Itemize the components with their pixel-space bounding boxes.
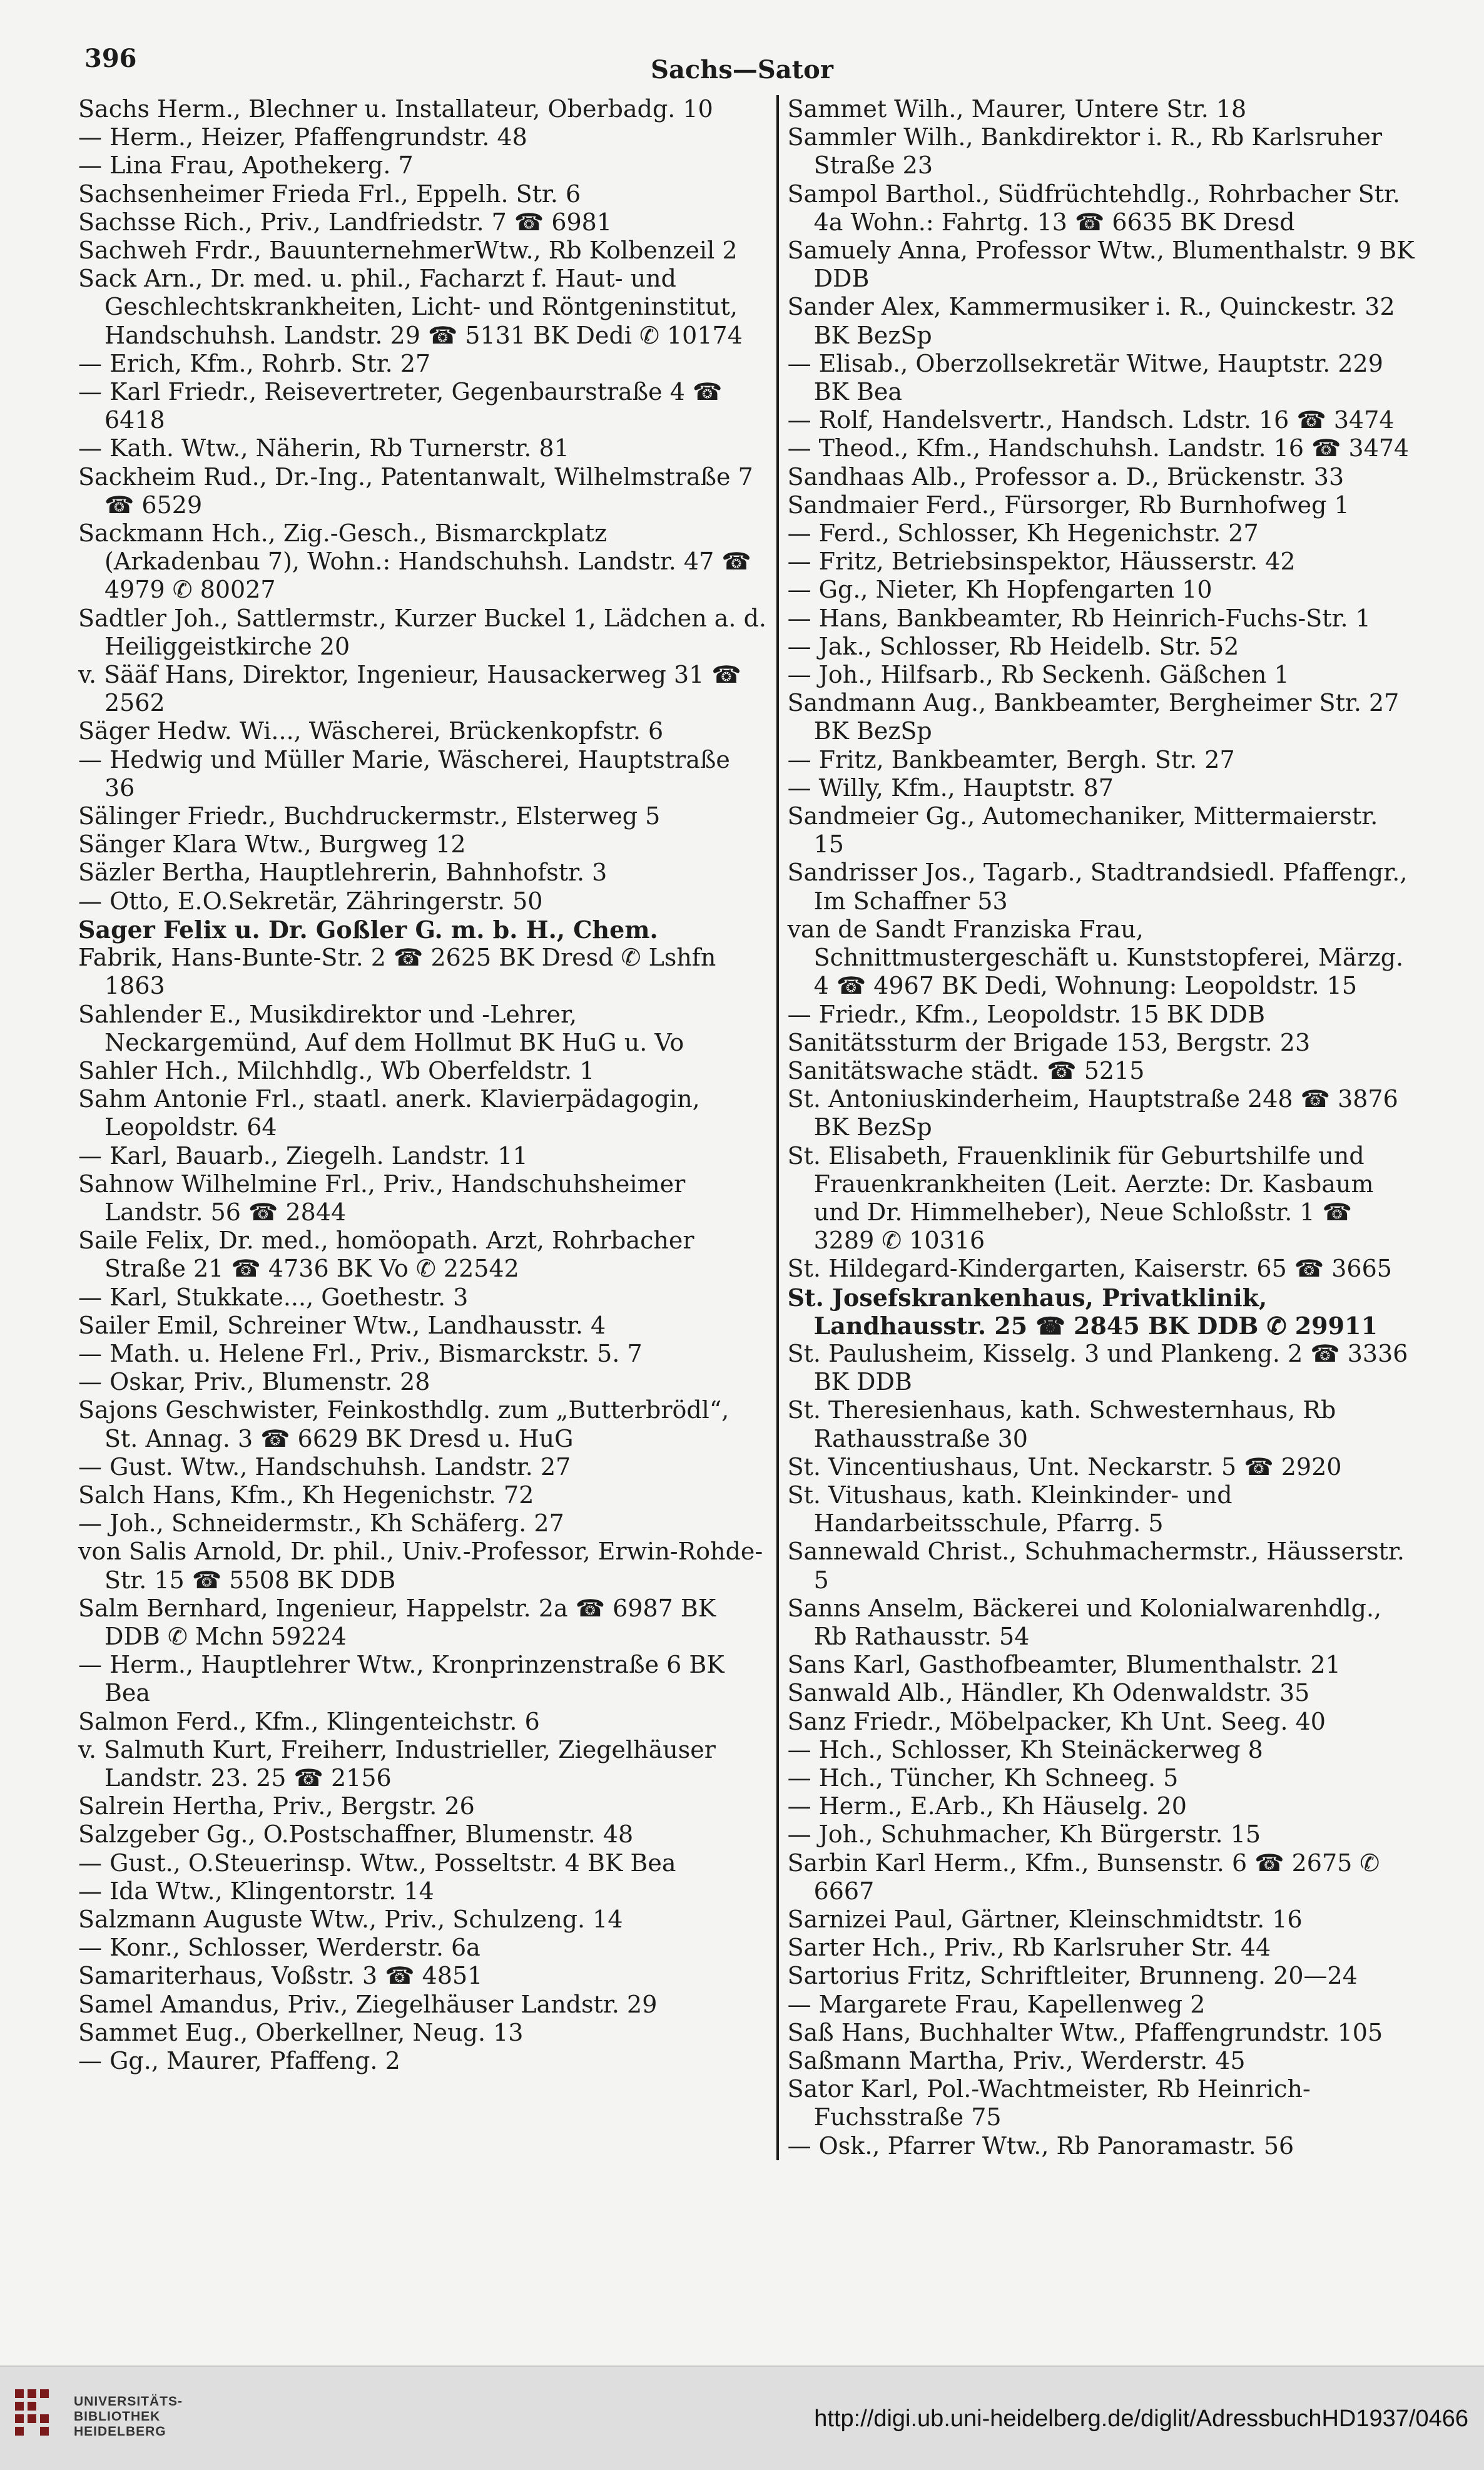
directory-entry: Säzler Bertha, Hauptlehrerin, Bahnhofstr. 3 — [78, 859, 607, 887]
directory-entry: Sartorius Fritz, Schriftleiter, Brunneng. 20—24 — [787, 1962, 1358, 1990]
directory-entry: — Oskar, Priv., Blumenstr. 28 — [78, 1368, 430, 1396]
source-url-link[interactable]: http://digi.ub.uni-heidelberg.de/diglit/AdressbuchHD1937/0466 — [814, 2406, 1468, 2432]
directory-entry: Sandrisser Jos., Tagarb., Stadtrandsiedl. Pfaffengr., Im Schaffner 53 — [787, 859, 1408, 915]
directory-entry: Sälinger Friedr., Buchdruckermstr., Elsterweg 5 — [78, 802, 661, 830]
directory-entry: Salzmann Auguste Wtw., Priv., Schulzeng. 14 — [78, 1906, 623, 1933]
library-footer — [0, 2365, 1484, 2470]
directory-entry: Samariterhaus, Voßstr. 3 ☎ 4851 — [78, 1962, 483, 1990]
directory-entry: van de Sandt Franziska Frau, Schnittmustergeschäft u. Kunststopferei, Märzg. 4 ☎ 4967 BK Dedi, Wohnung: Leopoldstr. 15 — [787, 915, 1404, 1000]
directory-entry: Säger Hedw. Wi..., Wäscherei, Brückenkopfstr. 6 — [78, 717, 664, 745]
library-name — [74, 2394, 183, 2439]
directory-entry: Sackheim Rud., Dr.-Ing., Patentanwalt, Wilhelmstraße 7 ☎ 6529 — [78, 462, 753, 519]
directory-entry: — Gg., Maurer, Pfaffeng. 2 — [78, 2047, 400, 2075]
directory-entry: Samel Amandus, Priv., Ziegelhäuser Landstr. 29 — [78, 1990, 658, 2018]
directory-entry: — Jak., Schlosser, Rb Heidelb. Str. 52 — [787, 632, 1239, 660]
directory-entry: Sandhaas Alb., Professor a. D., Brückenstr. 33 — [787, 462, 1344, 491]
directory-entry: — Herm., Hauptlehrer Wtw., Kronprinzenstraße 6 BK Bea — [78, 1651, 724, 1707]
directory-entry: Sanwald Alb., Händler, Kh Odenwaldstr. 35 — [787, 1679, 1310, 1707]
directory-entry: — Willy, Kfm., Hauptstr. 87 — [787, 773, 1114, 802]
directory-entry: — Hch., Schlosser, Kh Steinäckerweg 8 — [787, 1735, 1263, 1763]
directory-entry: — Karl, Stukkate..., Goethestr. 3 — [78, 1283, 469, 1311]
directory-entry: — Elisab., Oberzollsekretär Witwe, Hauptstr. 229 BK Bea — [787, 349, 1383, 406]
directory-entry: Salzgeber Gg., O.Postschaffner, Blumenstr. 48 — [78, 1820, 634, 1849]
directory-entry: Sandmeier Gg., Automechaniker, Mittermaierstr. 15 — [787, 802, 1378, 859]
directory-entry: — Theod., Kfm., Handschuhsh. Landstr. 16 ☎ 3474 — [787, 434, 1410, 462]
directory-entry: v. Salmuth Kurt, Freiherr, Industrieller, Ziegelhäuser Landstr. 23. 25 ☎ 2156 — [78, 1735, 716, 1792]
directory-entry: Samuely Anna, Professor Wtw., Blumenthalstr. 9 BK DDB — [787, 237, 1415, 293]
directory-entry: Sandmann Aug., Bankbeamter, Bergheimer Str. 27 BK BezSp — [787, 689, 1400, 745]
directory-entry: Sachsenheimer Frieda Frl., Eppelh. Str. 6 — [78, 180, 581, 208]
directory-entry: — Ferd., Schlosser, Kh Hegenichstr. 27 — [787, 519, 1259, 548]
directory-entry: — Joh., Schneidermstr., Kh Schäferg. 27 — [78, 1509, 564, 1538]
directory-entry: — Karl Friedr., Reisevertreter, Gegenbaurstraße 4 ☎ 6418 — [78, 378, 723, 434]
directory-entry: Sanz Friedr., Möbelpacker, Kh Unt. Seeg. 40 — [787, 1707, 1326, 1735]
directory-entry: Sajons Geschwister, Feinkosthdlg. zum „Butterbrödl“, St. Annag. 3 ☎ 6629 BK Dresd u. HuG — [78, 1396, 729, 1452]
directory-entry: Sadtler Joh., Sattlermstr., Kurzer Buckel 1, Lädchen a. d. Heiliggeistkirche 20 — [78, 604, 766, 660]
directory-entry: Sachs Herm., Blechner u. Installateur, Oberbadg. 10 — [78, 95, 713, 123]
directory-entry: Sailer Emil, Schreiner Wtw., Landhausstr. 4 — [78, 1311, 606, 1339]
directory-entry: — Karl, Bauarb., Ziegelh. Landstr. 11 — [78, 1141, 528, 1170]
directory-entry: — Joh., Hilfsarb., Rb Seckenh. Gäßchen 1 — [787, 661, 1289, 689]
directory-entry: — Ida Wtw., Klingentorstr. 14 — [78, 1877, 434, 1905]
directory-entry: St. Elisabeth, Frauenklinik für Geburtshilfe und Frauenkrankheiten (Leit. Aerzte: Dr. Kasbaum und Dr. Himmelheber), Neue Schloßstr. 1 ☎ 3289 ✆ 10316 — [787, 1141, 1374, 1255]
directory-entry: — Otto, E.O.Sekretär, Zähringerstr. 50 — [78, 887, 543, 915]
directory-entry: — Hch., Tüncher, Kh Schneeg. 5 — [787, 1763, 1179, 1792]
directory-entry: Sahnow Wilhelmine Frl., Priv., Handschuhsheimer Landstr. 56 ☎ 2844 — [78, 1170, 686, 1226]
directory-entry: Sator Karl, Pol.-Wachtmeister, Rb Heinrich-Fuchsstraße 75 — [787, 2075, 1311, 2131]
library-name-line: UNIVERSITÄTS- — [74, 2394, 183, 2409]
directory-entry: — Herm., Heizer, Pfaffengrundstr. 48 — [78, 123, 527, 151]
directory-entry: St. Antoniuskinderheim, Hauptstraße 248 ☎ 3876 BK BezSp — [787, 1085, 1398, 1141]
library-name-line: HEIDELBERG — [74, 2424, 166, 2439]
directory-entry: Sans Karl, Gasthofbeamter, Blumenthalstr. 21 — [787, 1651, 1341, 1679]
directory-entry: — Hedwig und Müller Marie, Wäscherei, Hauptstraße 36 — [78, 745, 730, 802]
directory-entry: — Joh., Schuhmacher, Kh Bürgerstr. 15 — [787, 1820, 1261, 1849]
directory-entry: — Fritz, Bankbeamter, Bergh. Str. 27 — [787, 745, 1235, 773]
directory-entry: Sahler Hch., Milchhdlg., Wb Oberfeldstr. 1 — [78, 1056, 595, 1084]
directory-entry: Sarter Hch., Priv., Rb Karlsruher Str. 44 — [787, 1934, 1271, 1962]
directory-columns — [78, 95, 1415, 2160]
left-column — [78, 95, 776, 2160]
directory-entry: Saß Hans, Buchhalter Wtw., Pfaffengrundstr. 105 — [787, 2018, 1383, 2046]
directory-entry: Salrein Hertha, Priv., Bergstr. 26 — [78, 1792, 475, 1820]
directory-entry: v. Sääf Hans, Direktor, Ingenieur, Hausackerweg 31 ☎ 2562 — [78, 661, 741, 717]
directory-entry: — Friedr., Kfm., Leopoldstr. 15 BK DDB — [787, 1000, 1265, 1028]
directory-entry: Sammet Wilh., Maurer, Untere Str. 18 — [787, 95, 1247, 123]
directory-entry: — Lina Frau, Apothekerg. 7 — [78, 151, 414, 180]
directory-entry: — Herm., E.Arb., Kh Häuselg. 20 — [787, 1792, 1187, 1820]
directory-entry: Sager Felix u. Dr. Goßler G. m. b. H., Chem. — [78, 915, 658, 944]
directory-entry: Fabrik, Hans-Bunte-Str. 2 ☎ 2625 BK Dresd ✆ Lshfn 1863 — [78, 944, 716, 1000]
directory-entry: — Osk., Pfarrer Wtw., Rb Panoramastr. 56 — [787, 2131, 1294, 2160]
directory-entry: — Erich, Kfm., Rohrb. Str. 27 — [78, 349, 431, 377]
directory-entry: Salch Hans, Kfm., Kh Hegenichstr. 72 — [78, 1481, 534, 1509]
directory-entry: Sanns Anselm, Bäckerei und Kolonialwarenhdlg., Rb Rathausstr. 54 — [787, 1594, 1382, 1650]
directory-entry: Sänger Klara Wtw., Burgweg 12 — [78, 830, 466, 859]
directory-entry: — Rolf, Handelsvertr., Handsch. Ldstr. 16 ☎ 3474 — [787, 406, 1395, 434]
library-logo-icon — [11, 2386, 68, 2448]
directory-entry: Sahm Antonie Frl., staatl. anerk. Klavierpädagogin, Leopoldstr. 64 — [78, 1085, 700, 1141]
directory-entry: — Kath. Wtw., Näherin, Rb Turnerstr. 81 — [78, 434, 569, 462]
directory-entry: Sarnizei Paul, Gärtner, Kleinschmidtstr. 16 — [787, 1906, 1303, 1933]
directory-entry: Sackmann Hch., Zig.-Gesch., Bismarckplatz (Arkadenbau 7), Wohn.: Handschuhsh. Landstr. 47 ☎ 4979 ✆ 80027 — [78, 519, 751, 604]
directory-entry: — Gust. Wtw., Handschuhsh. Landstr. 27 — [78, 1452, 571, 1481]
directory-entry: Salmon Ferd., Kfm., Klingenteichstr. 6 — [78, 1707, 540, 1735]
right-column — [776, 95, 1415, 2160]
directory-entry: St. Hildegard-Kindergarten, Kaiserstr. 65 ☎ 3665 — [787, 1255, 1392, 1283]
directory-entry: Sandmaier Ferd., Fürsorger, Rb Burnhofweg 1 — [787, 491, 1349, 519]
directory-entry: St. Vincentiushaus, Unt. Neckarstr. 5 ☎ 2920 — [787, 1452, 1342, 1481]
directory-entry: Sammet Eug., Oberkellner, Neug. 13 — [78, 2018, 524, 2046]
directory-entry: St. Theresienhaus, kath. Schwesternhaus, Rb Rathausstraße 30 — [787, 1396, 1336, 1452]
directory-entry: St. Paulusheim, Kisselg. 3 und Plankeng. 2 ☎ 3336 BK DDB — [787, 1339, 1408, 1396]
directory-entry: Sachweh Frdr., BauunternehmerWtw., Rb Kolbenzeil 2 — [78, 237, 738, 265]
directory-entry: Saßmann Martha, Priv., Werderstr. 45 — [787, 2047, 1246, 2075]
directory-entry: Sanitätswache städt. ☎ 5215 — [787, 1056, 1145, 1084]
directory-entry: — Math. u. Helene Frl., Priv., Bismarckstr. 5. 7 — [78, 1339, 643, 1367]
directory-entry: St. Vitushaus, kath. Kleinkinder- und Handarbeitsschule, Pfarrg. 5 — [787, 1481, 1232, 1538]
directory-entry: Sack Arn., Dr. med. u. phil., Facharzt f. Haut- und Geschlechtskrankheiten, Licht- und Röntgeninstitut, Handschuhsh. Landstr. 29 ☎ 5131 BK Dedi ✆ 10174 — [78, 265, 743, 349]
directory-entry: Sachsse Rich., Priv., Landfriedstr. 7 ☎ 6981 — [78, 208, 612, 236]
directory-entry: Sahlender E., Musikdirektor und -Lehrer, Neckargemünd, Auf dem Hollmut BK HuG u. Vo — [78, 1000, 684, 1056]
library-name-line: BIBLIOTHEK — [74, 2409, 161, 2424]
directory-entry: Saile Felix, Dr. med., homöopath. Arzt, Rohrbacher Straße 21 ☎ 4736 BK Vo ✆ 22542 — [78, 1227, 694, 1283]
directory-entry: Sammler Wilh., Bankdirektor i. R., Rb Karlsruher Straße 23 — [787, 123, 1383, 180]
directory-entry: Salm Bernhard, Ingenieur, Happelstr. 2a ☎ 6987 BK DDB ✆ Mchn 59224 — [78, 1594, 716, 1650]
directory-entry: — Hans, Bankbeamter, Rb Heinrich-Fuchs-Str. 1 — [787, 604, 1371, 632]
page-number: 396 — [84, 44, 137, 73]
directory-entry: — Konr., Schlosser, Werderstr. 6a — [78, 1934, 480, 1962]
directory-entry: Sannewald Christ., Schuhmachermstr., Häusserstr. 5 — [787, 1538, 1405, 1594]
directory-entry: von Salis Arnold, Dr. phil., Univ.-Professor, Erwin-Rohde-Str. 15 ☎ 5508 BK DDB — [78, 1538, 763, 1594]
directory-entry: — Gust., O.Steuerinsp. Wtw., Posseltstr. 4 BK Bea — [78, 1849, 676, 1877]
directory-entry: — Margarete Frau, Kapellenweg 2 — [787, 1990, 1206, 2018]
directory-entry: — Fritz, Betriebsinspektor, Häusserstr. 42 — [787, 548, 1296, 576]
directory-entry: Sarbin Karl Herm., Kfm., Bunsenstr. 6 ☎ 2675 ✆ 6667 — [787, 1849, 1380, 1905]
directory-entry: St. Josefskrankenhaus, Privatklinik, Landhausstr. 25 ☎ 2845 BK DDB ✆ 29911 — [787, 1283, 1378, 1340]
directory-entry: Sanitätssturm der Brigade 153, Bergstr. 23 — [787, 1028, 1311, 1056]
directory-entry: Sander Alex, Kammermusiker i. R., Quinckestr. 32 BK BezSp — [787, 293, 1395, 349]
running-head: Sachs—Sator — [651, 55, 833, 84]
directory-entry: — Gg., Nieter, Kh Hopfengarten 10 — [787, 576, 1212, 604]
directory-entry: Sampol Barthol., Südfrüchtehdlg., Rohrbacher Str. 4a Wohn.: Fahrtg. 13 ☎ 6635 BK Dresd — [787, 180, 1401, 236]
